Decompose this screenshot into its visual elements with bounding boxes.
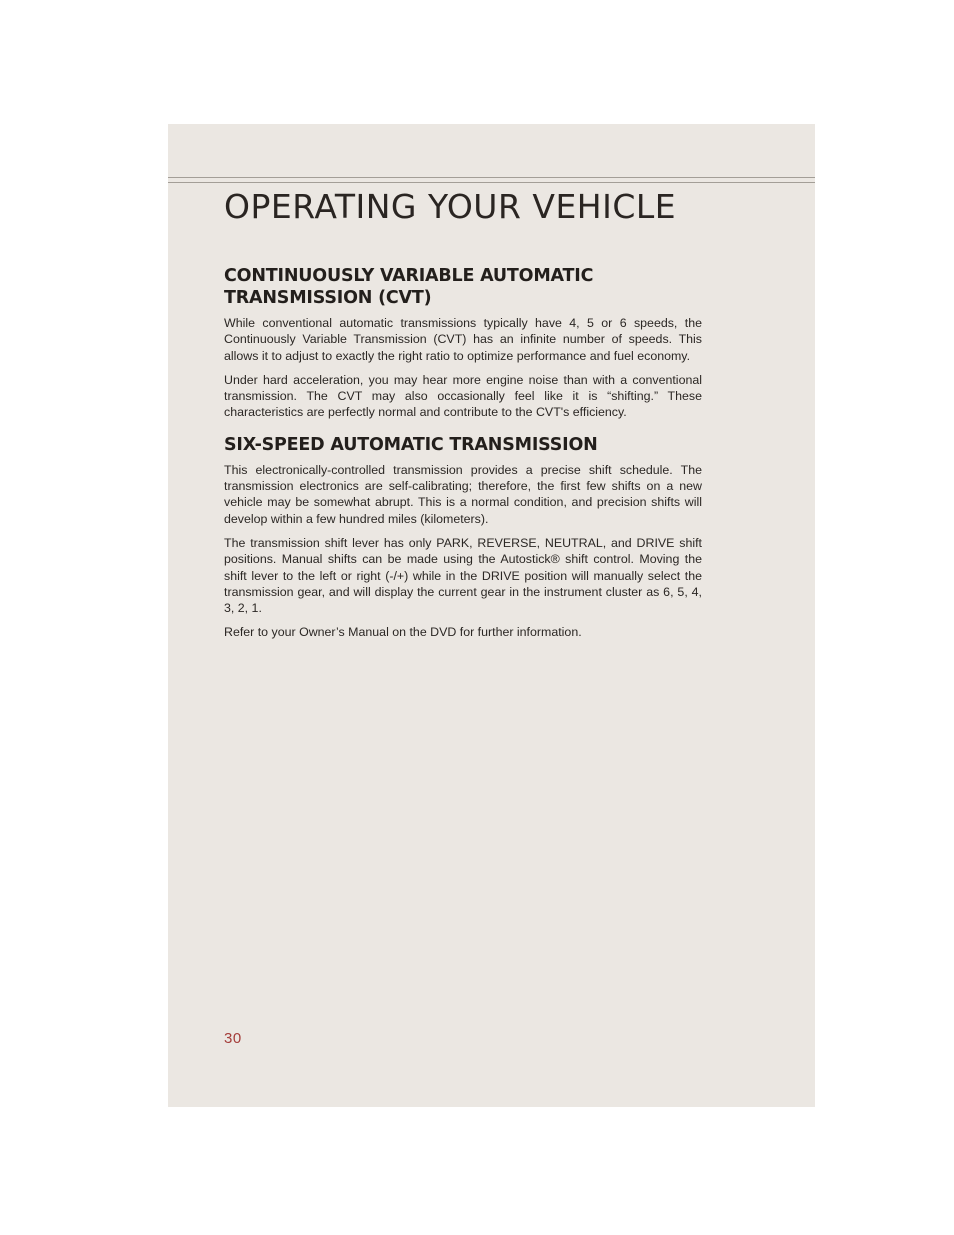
cvt-heading: [224, 265, 702, 309]
cvt-paragraph-2: Under hard acceleration, you may hear more engine noise than with a conventional transmission. The CVT may also occasionally feel like it is “shifting.” These characteristics are perfectly normal and contribute to the CVT's efficiency.: [224, 372, 702, 420]
cvt-heading-line1: CONTINUOUSLY VARIABLE AUTOMATIC: [224, 266, 594, 286]
header-rule-bottom: [168, 182, 815, 183]
header-rule-top: [168, 177, 815, 178]
cvt-heading-line2: TRANSMISSION (CVT): [224, 288, 432, 308]
page-content: [224, 265, 702, 649]
page-title: OPERATING YOUR VEHICLE: [224, 187, 677, 226]
manual-page: [168, 124, 815, 1107]
six-speed-paragraph-1: This electronically-controlled transmission provides a precise shift schedule. The transmission electronics are self-calibrating; therefore, the first few shifts on a new vehicle may be somewhat abrupt. This is a normal condition, and precision shifts will develop within a few hundred miles (kilometers).: [224, 462, 702, 526]
page-number: 30: [224, 1030, 242, 1047]
six-speed-paragraph-3: Refer to your Owner’s Manual on the DVD for further information.: [224, 625, 582, 640]
six-speed-heading: SIX-SPEED AUTOMATIC TRANSMISSION: [224, 434, 598, 455]
cvt-paragraph-1: While conventional automatic transmissions typically have 4, 5 or 6 speeds, the Continuously Variable Transmission (CVT) has an infinite number of speeds. This allows it to adjust to exactly the right ratio to optimize performance and fuel economy.: [224, 316, 702, 363]
six-speed-paragraph-2: The transmission shift lever has only PARK, REVERSE, NEUTRAL, and DRIVE shift positions. Manual shifts can be made using the Autostick® shift control. Moving the shift lever to the left or right (-/+) while in the DRIVE position will manually select the transmission gear, and will display the current gear in the instrument cluster as 6, 5, 4, 3, 2, 1.: [224, 535, 702, 616]
